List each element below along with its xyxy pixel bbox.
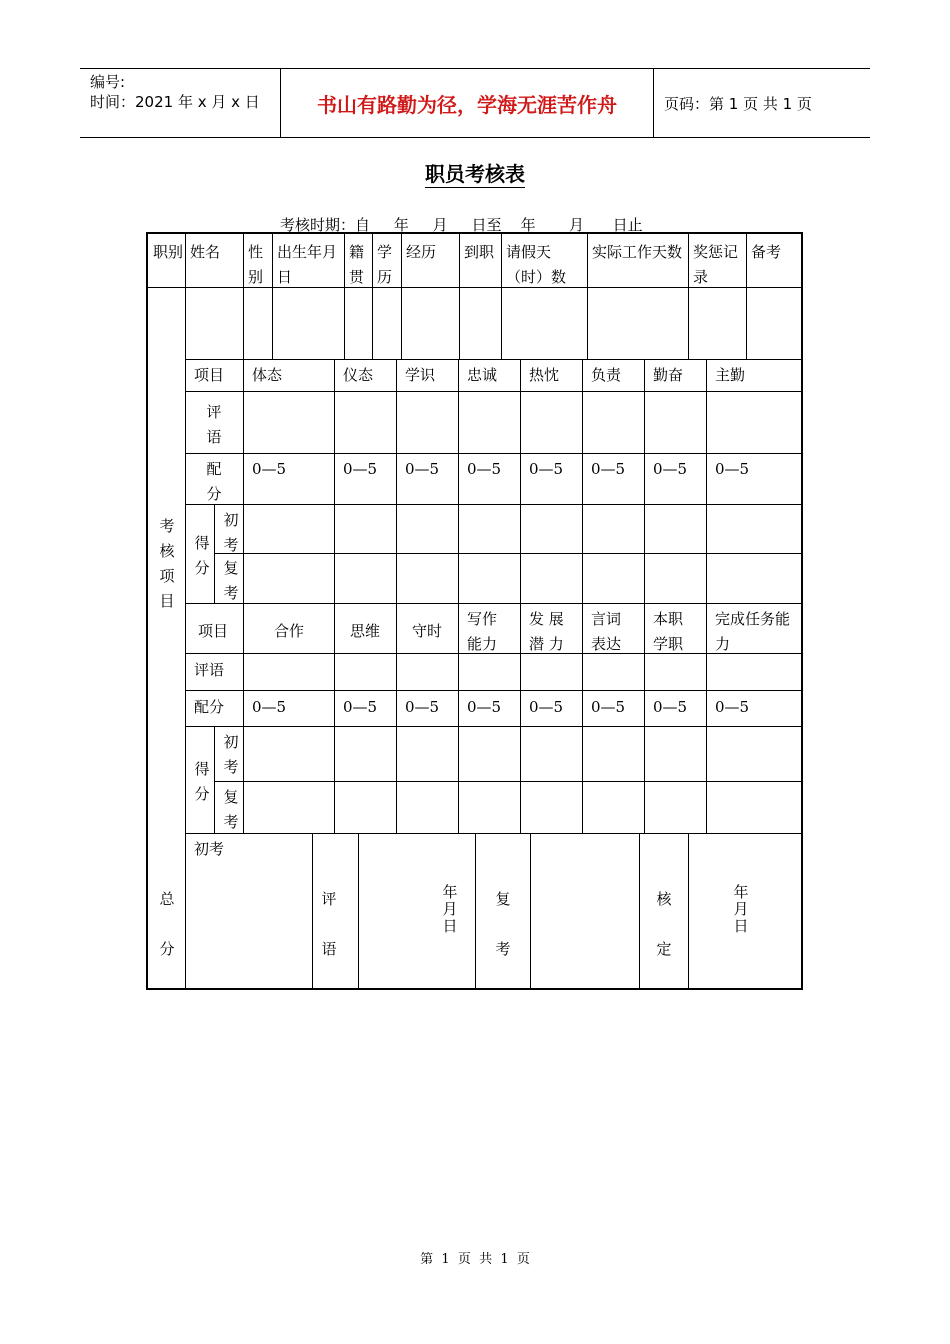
document-header xyxy=(80,68,870,138)
grade-col-line xyxy=(458,359,459,603)
row-line xyxy=(185,603,803,604)
row-line xyxy=(185,359,803,360)
motto: 书山有路勤为径，学海无涯苦作舟 xyxy=(281,69,654,137)
score-a-1: 0—5 xyxy=(343,460,378,478)
head-col-line xyxy=(344,234,345,287)
data-col-line xyxy=(501,287,502,359)
grade-col-line xyxy=(396,603,397,833)
item-b-3: 写作能力 xyxy=(467,610,498,653)
total-col-line xyxy=(475,833,476,990)
grade-col-line xyxy=(520,603,521,833)
total-label: 总分 xyxy=(159,890,175,958)
head-col-line xyxy=(401,234,402,287)
head-cell-3: 出生年月日 xyxy=(277,243,338,286)
head-col-line xyxy=(243,234,244,287)
item-a-0: 体态 xyxy=(252,366,283,384)
header-meta xyxy=(80,69,281,137)
row-label-comment-b: 评语 xyxy=(194,661,225,679)
item-a-2: 学识 xyxy=(405,366,436,384)
grade-col-line xyxy=(582,359,583,603)
score-a-6: 0—5 xyxy=(653,460,688,478)
total-col-line xyxy=(688,833,689,990)
total-first: 初考 xyxy=(194,840,225,858)
row-line xyxy=(185,453,803,454)
head-cell-2: 性别 xyxy=(248,243,264,286)
grade-col-line xyxy=(520,359,521,603)
score-b-3: 0—5 xyxy=(467,698,502,716)
row-line xyxy=(185,391,803,392)
score-a-4: 0—5 xyxy=(529,460,564,478)
assessment-form-table xyxy=(146,232,803,990)
item-b-7: 完成任务能 力 xyxy=(715,610,791,653)
head-cell-9: 实际工作天数 xyxy=(592,243,683,261)
item-b-4: 发 展潜 力 xyxy=(529,610,564,653)
item-b-2: 守时 xyxy=(412,622,443,640)
head-cell-10: 奖惩记录 xyxy=(693,243,739,286)
row-line xyxy=(185,833,803,834)
assessment-period: 考核时期：自 年 月 日至 年 月 日止 xyxy=(280,216,643,234)
data-col-line xyxy=(459,287,460,359)
data-col-line xyxy=(344,287,345,359)
score-a-3: 0—5 xyxy=(467,460,502,478)
head-row-line xyxy=(148,287,803,288)
page-title xyxy=(0,158,950,187)
grade-col-line xyxy=(458,603,459,833)
row-label-first-b: 初考 xyxy=(223,733,239,776)
data-col-line xyxy=(688,287,689,359)
data-col-line xyxy=(401,287,402,359)
score-a-7: 0—5 xyxy=(715,460,750,478)
grade-col-line xyxy=(644,359,645,603)
page-info: 页码：第 1 页 共 1 页 xyxy=(664,95,812,113)
split-line xyxy=(214,726,215,833)
grade-col-line xyxy=(706,359,707,603)
total-col-line xyxy=(530,833,531,990)
head-col-line xyxy=(501,234,502,287)
section-col-line xyxy=(185,287,186,833)
score-b-6: 0—5 xyxy=(653,698,688,716)
total-col-line xyxy=(185,833,186,990)
data-col-line xyxy=(272,287,273,359)
item-b-6: 本职学职 xyxy=(653,610,684,653)
grade-col-line xyxy=(243,603,244,833)
score-a-2: 0—5 xyxy=(405,460,440,478)
head-col-line xyxy=(272,234,273,287)
row-line xyxy=(214,781,803,782)
total-verify: 核定 xyxy=(656,890,672,958)
row-label-item-b: 项目 xyxy=(198,622,229,640)
head-col-line xyxy=(185,234,186,287)
row-label-score-b: 配分 xyxy=(194,698,225,716)
item-b-1: 思维 xyxy=(350,622,381,640)
page-footer: 第 1 页 共 1 页 xyxy=(420,1252,530,1267)
head-cell-11: 备考 xyxy=(751,243,782,261)
item-a-4: 热忱 xyxy=(529,366,560,384)
grade-col-line xyxy=(396,359,397,603)
total-col-line xyxy=(312,833,313,990)
score-b-4: 0—5 xyxy=(529,698,564,716)
data-col-line xyxy=(243,287,244,359)
head-col-line xyxy=(459,234,460,287)
grade-col-line xyxy=(334,359,335,603)
head-cell-6: 经历 xyxy=(406,243,437,261)
item-a-5: 负责 xyxy=(591,366,622,384)
form-title: 职员考核表 xyxy=(425,162,525,186)
score-a-5: 0—5 xyxy=(591,460,626,478)
row-line xyxy=(185,690,803,691)
row-label-score: 配分 xyxy=(206,460,222,503)
section-label: 考核项目 xyxy=(159,517,175,610)
grade-col-line xyxy=(334,603,335,833)
item-a-7: 主勤 xyxy=(715,366,746,384)
score-b-7: 0—5 xyxy=(715,698,750,716)
item-a-1: 仪态 xyxy=(343,366,374,384)
item-a-6: 勤奋 xyxy=(653,366,684,384)
score-b-5: 0—5 xyxy=(591,698,626,716)
head-cell-8: 请假天（时）数 xyxy=(506,243,567,286)
head-cell-5: 学历 xyxy=(377,243,393,286)
split-line xyxy=(214,504,215,603)
head-cell-4: 籍贯 xyxy=(349,243,365,286)
time-label: 时间：2021 年 x 月 x 日 xyxy=(90,93,260,111)
head-col-line xyxy=(587,234,588,287)
row-label-got-b: 得分 xyxy=(194,760,210,803)
row-label-comment: 评语 xyxy=(206,403,222,446)
total-date2: 年月日 xyxy=(733,883,749,935)
row-line xyxy=(185,726,803,727)
head-cell-0: 职别 xyxy=(153,243,184,261)
head-cell-1: 姓名 xyxy=(190,243,221,261)
row-label-first: 初考 xyxy=(223,511,239,554)
grade-col-line xyxy=(243,359,244,603)
row-line xyxy=(185,504,803,505)
score-b-2: 0—5 xyxy=(405,698,440,716)
data-col-line xyxy=(746,287,747,359)
item-b-0: 合作 xyxy=(274,622,305,640)
head-col-line xyxy=(746,234,747,287)
row-label-item: 项目 xyxy=(194,366,225,384)
grade-col-line xyxy=(706,603,707,833)
head-col-line xyxy=(372,234,373,287)
total-col-line xyxy=(358,833,359,990)
row-line xyxy=(214,553,803,554)
total-second: 复考 xyxy=(495,890,511,958)
score-b-1: 0—5 xyxy=(343,698,378,716)
total-col-line xyxy=(639,833,640,990)
score-a-0: 0—5 xyxy=(252,460,287,478)
row-label-second-b: 复考 xyxy=(223,788,239,831)
item-b-5: 言词表达 xyxy=(591,610,622,653)
row-label-got: 得分 xyxy=(194,534,210,577)
data-col-line xyxy=(587,287,588,359)
head-col-line xyxy=(688,234,689,287)
total-comment: 评语 xyxy=(321,890,337,958)
head-cell-7: 到职 xyxy=(464,243,495,261)
item-a-3: 忠诚 xyxy=(467,366,498,384)
grade-col-line xyxy=(644,603,645,833)
row-label-second: 复考 xyxy=(223,559,239,602)
total-date: 年月日 xyxy=(442,883,458,935)
data-col-line xyxy=(372,287,373,359)
score-b-0: 0—5 xyxy=(252,698,287,716)
grade-col-line xyxy=(582,603,583,833)
serial-label: 编号: xyxy=(90,73,126,91)
